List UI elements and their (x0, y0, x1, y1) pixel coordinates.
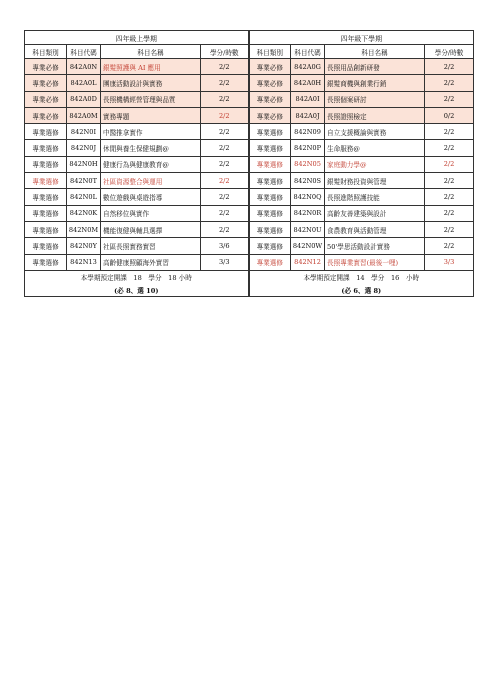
right-course-credits: 2/2 (425, 221, 474, 237)
right-course-code: 842A0I (291, 91, 325, 107)
right-course-category: 專業選修 (249, 238, 291, 254)
table-row (25, 189, 474, 205)
left-course-name: 團康活動設計與實務 (101, 75, 201, 91)
right-course-name: 長照用品創新研發 (325, 59, 425, 75)
right-summary-split: (必 6、選 8) (249, 284, 474, 297)
left-course-category: 專業選修 (25, 221, 67, 237)
right-course-category: 專業選修 (249, 140, 291, 156)
right-course-category: 專業必修 (249, 107, 291, 123)
right-course-code: 842A0H (291, 75, 325, 91)
right-course-credits: 3/3 (425, 254, 474, 270)
left-course-category: 專業選修 (25, 205, 67, 221)
left-course-credits: 2/2 (201, 59, 249, 75)
left-course-code: 842A0M (67, 107, 101, 123)
right-course-category: 專業必修 (249, 59, 291, 75)
right-course-code: 842N0R (291, 205, 325, 221)
left-course-name: 數位遊戲與桌遊指導 (101, 189, 201, 205)
left-course-category: 專業必修 (25, 107, 67, 123)
right-course-name: 50'學思活動設計實務 (325, 238, 425, 254)
left-course-credits: 2/2 (201, 124, 249, 140)
left-course-credits: 3/3 (201, 254, 249, 270)
right-course-code: 842N0Q (291, 189, 325, 205)
left-course-code: 842N0H (67, 156, 101, 172)
right-course-code: 842N09 (291, 124, 325, 140)
left-course-name: 健康行為與健康教育@ (101, 156, 201, 172)
left-course-code: 842N0K (67, 205, 101, 221)
right-course-code: 842N0S (291, 173, 325, 189)
left-course-category: 專業必修 (25, 91, 67, 107)
left-course-code: 842N0T (67, 173, 101, 189)
left-course-name: 中醫推拿實作 (101, 124, 201, 140)
right-course-credits: 2/2 (425, 156, 474, 172)
left-course-code: 842A0L (67, 75, 101, 91)
right-course-name: 長照個案研討 (325, 91, 425, 107)
left-course-category: 專業必修 (25, 75, 67, 91)
right-course-credits: 2/2 (425, 140, 474, 156)
semester-header-row (25, 31, 474, 45)
right-course-category: 專業選修 (249, 254, 291, 270)
left-course-credits: 2/2 (201, 140, 249, 156)
right-course-credits: 2/2 (425, 124, 474, 140)
table-row (25, 205, 474, 221)
right-course-name: 長照專業實習(最後一哩) (325, 254, 425, 270)
right-course-name: 家庭動力學@ (325, 156, 425, 172)
table-row (25, 156, 474, 172)
left-course-name: 長照機構經營管理與品質 (101, 91, 201, 107)
right-course-category: 專業必修 (249, 75, 291, 91)
left-course-code: 842A0D (67, 91, 101, 107)
right-course-name: 自立支援概論與實務 (325, 124, 425, 140)
right-course-name: 生命服務@ (325, 140, 425, 156)
right-course-category: 專業選修 (249, 124, 291, 140)
table-row (25, 59, 474, 75)
left-course-credits: 3/6 (201, 238, 249, 254)
left-course-credits: 2/2 (201, 156, 249, 172)
table-row (25, 140, 474, 156)
left-course-credits: 2/2 (201, 221, 249, 237)
right-course-code: 842A0G (291, 59, 325, 75)
table-row (25, 75, 474, 91)
left-course-category: 專業選修 (25, 124, 67, 140)
left-course-code: 842N0I (67, 124, 101, 140)
right-course-code: 842N0W (291, 238, 325, 254)
col-name: 科目名稱 (325, 45, 425, 59)
left-course-credits: 2/2 (201, 91, 249, 107)
right-course-category: 專業選修 (249, 189, 291, 205)
left-course-credits: 2/2 (201, 205, 249, 221)
left-course-name: 自然移位與實作 (101, 205, 201, 221)
left-course-name: 機能復健與輔具選擇 (101, 221, 201, 237)
curriculum-page (24, 30, 473, 297)
left-course-code: 842N0L (67, 189, 101, 205)
left-course-category: 專業必修 (25, 59, 67, 75)
table-row (25, 221, 474, 237)
right-course-category: 專業選修 (249, 156, 291, 172)
col-category: 科目類別 (25, 45, 67, 59)
table-row (25, 254, 474, 270)
right-course-name: 銀髮商機與創業行銷 (325, 75, 425, 91)
left-course-credits: 2/2 (201, 189, 249, 205)
left-course-credits: 2/2 (201, 75, 249, 91)
right-course-credits: 2/2 (425, 205, 474, 221)
left-course-name: 休閒與養生保健規劃@ (101, 140, 201, 156)
table-row (25, 107, 474, 123)
right-course-name: 銀髮財務投資與管理 (325, 173, 425, 189)
left-semester-title: 四年級上學期 (25, 31, 249, 45)
col-code: 科目代碼 (67, 45, 101, 59)
left-course-code: 842N0Y (67, 238, 101, 254)
left-course-name: 社區資源整合與運用 (101, 173, 201, 189)
left-course-code: 842A0N (67, 59, 101, 75)
right-course-credits: 2/2 (425, 75, 474, 91)
right-course-category: 專業選修 (249, 221, 291, 237)
left-course-credits: 2/2 (201, 173, 249, 189)
right-course-name: 高齡友善建築與設計 (325, 205, 425, 221)
table-row (25, 238, 474, 254)
right-summary-total: 本學期預定開課 14 學分 16 小時 (249, 270, 474, 284)
left-course-name: 社區長照實務實習 (101, 238, 201, 254)
left-course-category: 專業選修 (25, 238, 67, 254)
left-course-name: 銀髮照護與 AI 應用 (101, 59, 201, 75)
col-credits: 學分/時數 (425, 45, 474, 59)
left-course-category: 專業選修 (25, 189, 67, 205)
right-course-name: 長照進階照護技能 (325, 189, 425, 205)
summary-split-row (25, 284, 474, 297)
col-code: 科目代碼 (291, 45, 325, 59)
column-header-row (25, 45, 474, 59)
right-course-code: 842N05 (291, 156, 325, 172)
right-course-credits: 0/2 (425, 107, 474, 123)
right-course-code: 842N12 (291, 254, 325, 270)
curriculum-table (24, 30, 474, 297)
left-summary-total: 本學期預定開課 18 學分 18 小時 (25, 270, 249, 284)
right-course-credits: 2/2 (425, 59, 474, 75)
left-course-name: 高齡健康照顧海外實習 (101, 254, 201, 270)
right-course-credits: 2/2 (425, 189, 474, 205)
left-course-code: 842N0M (67, 221, 101, 237)
right-course-credits: 2/2 (425, 173, 474, 189)
left-course-category: 專業選修 (25, 254, 67, 270)
right-course-code: 842N0U (291, 221, 325, 237)
left-course-category: 專業選修 (25, 156, 67, 172)
right-course-credits: 2/2 (425, 238, 474, 254)
col-category: 科目類別 (249, 45, 291, 59)
right-semester-title: 四年級下學期 (249, 31, 474, 45)
left-course-code: 842N13 (67, 254, 101, 270)
table-row (25, 91, 474, 107)
course-rows (25, 59, 474, 271)
left-course-code: 842N0J (67, 140, 101, 156)
summary-row (25, 270, 474, 284)
table-row (25, 173, 474, 189)
left-course-category: 專業選修 (25, 173, 67, 189)
right-course-code: 842A0J (291, 107, 325, 123)
table-row (25, 124, 474, 140)
right-course-category: 專業選修 (249, 205, 291, 221)
right-course-name: 長照證照檢定 (325, 107, 425, 123)
col-credits: 學分/時數 (201, 45, 249, 59)
right-course-credits: 2/2 (425, 91, 474, 107)
left-course-credits: 2/2 (201, 107, 249, 123)
right-course-code: 842N0P (291, 140, 325, 156)
left-course-name: 實務專題 (101, 107, 201, 123)
right-course-name: 食農教育與活動管理 (325, 221, 425, 237)
right-course-category: 專業選修 (249, 173, 291, 189)
right-course-category: 專業必修 (249, 91, 291, 107)
left-course-category: 專業選修 (25, 140, 67, 156)
col-name: 科目名稱 (101, 45, 201, 59)
left-summary-split: (必 8、選 10) (25, 284, 249, 297)
